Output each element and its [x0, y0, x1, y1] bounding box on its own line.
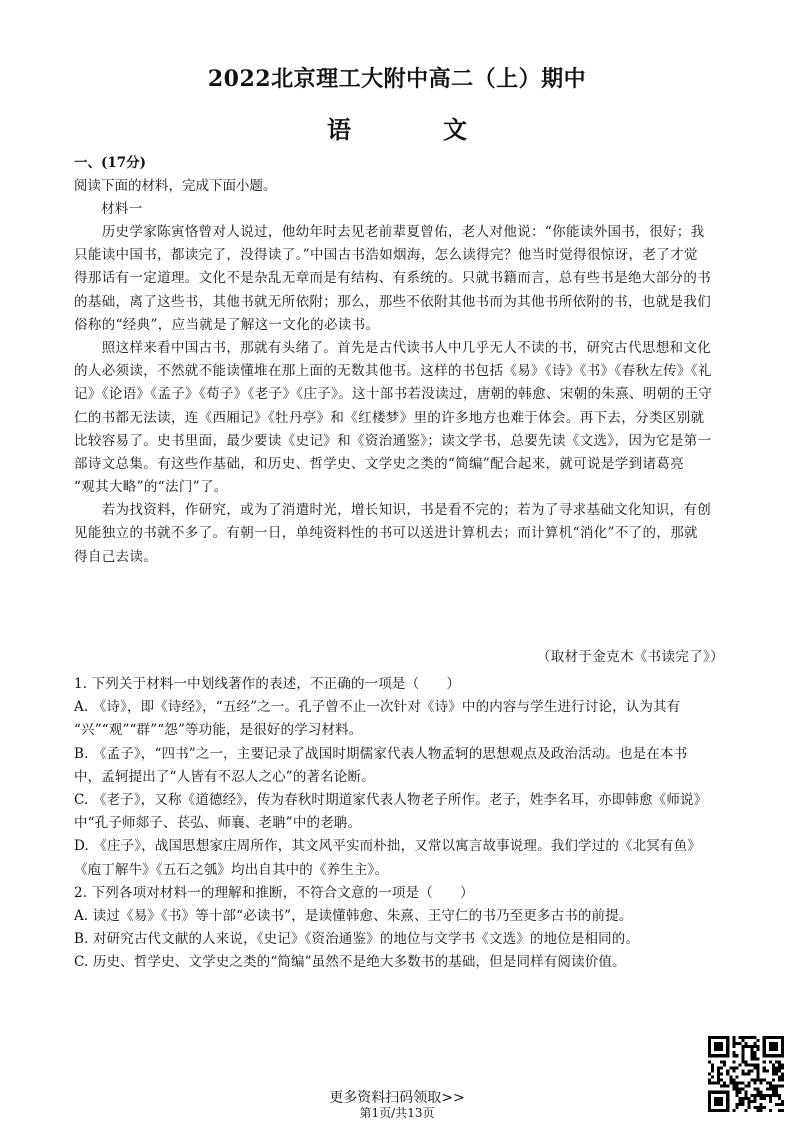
material-line: 若为找资料，作研究，或为了消遣时光，增长知识，书是看不完的；若为了寻求基础文化知识，有创 — [74, 502, 712, 519]
material-source — [74, 646, 724, 669]
footer-more-link[interactable]: 更多资料扫码领取>> — [329, 1090, 465, 1106]
question-line: 1. 下列关于材料一中划线著作的表述，不正确的一项是（ ） — [74, 676, 461, 692]
material-line: 得自己去读。 — [74, 548, 158, 565]
question-line: A. 《诗》，即《诗经》，“五经”之一。孔子曾不止一次针对《诗》中的内容与学生进行讨论，认为其有 — [74, 699, 681, 716]
question-line: C. 历史、哲学史、文学史之类的“简编”虽然不是绝大多数书的基础，但是同样有阅读价值。 — [74, 954, 626, 971]
material-line: 只能读中国书，都读完了，没得读了。”中国古书浩如烟海，怎么读得完？他当时觉得很惊讶，老了才觉 — [74, 247, 698, 264]
section-heading: 一、(17分) — [74, 155, 147, 171]
section-header — [74, 152, 724, 222]
question-line: 2. 下列各项对材料一的理解和推断，不符合文意的一项是（ ） — [74, 884, 474, 901]
question-line: D. 《庄子》，战国思想家庄周所作，其文风平实而朴拙，又常以寓言故事说理。我们学过的《北冥有鱼》 — [74, 838, 701, 855]
material-line: 的人必须读，不然就不能读懂堆在那上面的无数其他书。这样的书包括《易》《诗》《书》《春秋左传》《礼 — [74, 363, 712, 380]
material-line: 历史学家陈寅恪曾对人说过，他幼年时去见老前辈夏曾佑，老人对他说：“你能读外国书，很好；我 — [74, 224, 705, 240]
material-line: 的基础，离了这些书，其他书就无所依附；那么，那些不依附其他书而为其他书所依附的书，也就是我们 — [74, 293, 712, 310]
material-line: 见能独立的书就不多了。有朝一日，单纯资料性的书可以送进计算机去；而计算机“消化”不了的，那就 — [74, 525, 698, 542]
material-line: 俗称的“经典”，应当就是了解这一文化的必读书。 — [74, 316, 380, 333]
material-label: 材料一 — [101, 201, 143, 218]
question-line: B. 对研究古代文献的人来说，《史记》《资治通鉴》的地位与文学书《文选》的地位是相同的。 — [74, 931, 640, 948]
question-line: “兴”“观”“群”“怨”等功能，是很好的学习材料。 — [74, 722, 363, 739]
question-line: C. 《老子》，又称《道德经》，传为春秋时期道家代表人物老子所作。老子，姓李名耳，亦即韩愈《师说》 — [74, 791, 708, 808]
section-instruction: 阅读下面的材料，完成下面小题。 — [74, 178, 277, 195]
material-line: 部诗文总集。有这些作基础，和历史、哲学史、文学史之类的“简编”配合起来，就可说是学到诸葛亮 — [74, 455, 685, 472]
material-text — [74, 221, 724, 569]
question-line: 中“孔子师郯子、苌弘、师襄、老聃”中的老聃。 — [74, 815, 362, 832]
question-line: 中，孟轲提出了“人皆有不忍人之心”的著名论断。 — [74, 768, 375, 785]
source-citation: （取材于金克木《书读完了》） — [536, 649, 724, 665]
question-line: A. 读过《易》《书》等十部“必读书”，是读懂韩愈、朱熹、王守仁的书乃至更多古书的前提。 — [74, 907, 633, 924]
material-line: 比较容易了。史书里面，最少要读《史记》和《资治通鉴》；读文学书，总要先读《文选》，因为它是第一 — [74, 432, 712, 449]
exam-title: 2022北京理工大附中高二（上）期中 — [207, 66, 587, 92]
material-line: “观其大略”的“法门”了。 — [74, 479, 228, 496]
material-line: 照这样来看中国古书，那就有头绪了。首先是古代读书人中几乎无人不读的书，研究古代思想和文化 — [74, 339, 712, 356]
question-list — [74, 673, 724, 974]
material-line: 得那话有一定道理。文化不是杂乱无章而是有结构、有系统的。只就书籍而言，总有些书是绝大部分的书 — [74, 270, 712, 287]
footer-page-number: 第1页/共13页 — [359, 1106, 435, 1120]
question-line: 《庖丁解牛》《五石之瓠》均出自其中的《养生主》。 — [74, 861, 389, 878]
question-line: B. 《孟子》，“四书”之一，主要记录了战国时期儒家代表人物孟轲的思想观点及政治活动。也是在本书 — [74, 745, 688, 762]
material-line: 记》《论语》《孟子》《荀子》《老子》《庄子》。这十部书若没读过，唐朝的韩愈、宋朝的朱熹、明朝的王守 — [74, 386, 713, 403]
material-line: 仁的书都无法读，连《西厢记》《牡丹亭》和《红楼梦》里的许多地方也难于体会。再下去，分类区别就 — [74, 409, 705, 426]
subject-title: 语 文 — [327, 115, 501, 144]
